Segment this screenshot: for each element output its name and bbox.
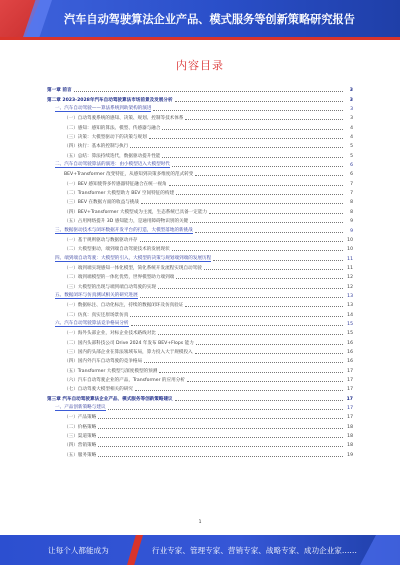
footer-decoration bbox=[127, 535, 143, 565]
toc-entry-page: 5 bbox=[350, 153, 353, 159]
footer-decoration-right bbox=[360, 535, 400, 565]
toc-entry-page: 17 bbox=[347, 387, 353, 393]
toc-entry-text: （二）仿真：真实还原场景仿真 bbox=[64, 312, 129, 318]
toc-entry-page: 4 bbox=[350, 125, 353, 131]
toc-entry[interactable] bbox=[47, 243, 353, 252]
toc-entry[interactable] bbox=[47, 439, 353, 448]
toc-entry-page: 5 bbox=[350, 144, 353, 150]
toc-entry[interactable] bbox=[47, 205, 353, 214]
toc-leader-dots bbox=[172, 166, 343, 167]
toc-entry-text: （五）总结：算法持续迭代，数据驱动提升性能 bbox=[64, 153, 161, 159]
toc-entry[interactable] bbox=[47, 420, 353, 429]
toc-entry[interactable] bbox=[47, 308, 353, 317]
toc-leader-dots bbox=[195, 353, 343, 354]
toc-entry-text: （六）汽车自动驾驶企业的产品，Transformer 的应用分析 bbox=[64, 378, 185, 383]
toc-entry[interactable] bbox=[47, 103, 353, 112]
toc-leader-dots bbox=[144, 362, 343, 363]
toc-entry-page: 12 bbox=[347, 284, 353, 290]
toc-entry-page: 12 bbox=[347, 275, 353, 281]
toc-entry-page: 17 bbox=[347, 406, 353, 412]
header-rule bbox=[0, 37, 400, 40]
toc-entry-page: 8 bbox=[350, 209, 353, 215]
toc-entry-page: 14 bbox=[347, 312, 353, 318]
toc-entry[interactable] bbox=[47, 392, 353, 401]
table-of-contents bbox=[47, 84, 353, 458]
toc-leader-dots bbox=[130, 316, 343, 317]
footer-banner bbox=[0, 535, 400, 565]
toc-entry-page: 3 bbox=[350, 116, 353, 122]
toc-entry-page: 15 bbox=[347, 331, 353, 337]
toc-entry-page: 17 bbox=[347, 368, 353, 374]
toc-entry-text: （二）Transformer 大模型助力 BEV 空间特征的构建 bbox=[64, 191, 175, 197]
toc-leader-dots bbox=[140, 241, 343, 242]
toc-entry-text: （一）基于规则驱动与数据驱动并存 bbox=[64, 237, 138, 243]
toc-leader-dots bbox=[98, 456, 343, 457]
toc-entry[interactable] bbox=[47, 299, 353, 308]
toc-entry-page: 16 bbox=[347, 359, 353, 365]
toc-leader-dots bbox=[175, 101, 343, 102]
toc-entry-text: 六、汽车自动驾驶算法竞争格局分析 bbox=[55, 320, 129, 326]
report-title: 汽车自动驾驶算法企业产品、模式服务等创新策略研究报告 bbox=[64, 13, 355, 26]
toc-entry-page: 3 bbox=[350, 107, 353, 113]
toc-entry-text: （五）Transformer 大模型与深度模型的预测 bbox=[64, 368, 158, 374]
toc-entry[interactable] bbox=[47, 159, 353, 168]
toc-entry[interactable] bbox=[47, 84, 353, 93]
toc-entry-page: 17 bbox=[347, 378, 353, 383]
toc-leader-dots bbox=[158, 334, 343, 335]
toc-entry[interactable] bbox=[47, 336, 353, 345]
toc-leader-dots bbox=[98, 446, 343, 447]
toc-leader-dots bbox=[204, 269, 343, 270]
toc-entry-page: 4 bbox=[350, 135, 353, 141]
toc-entry-page: 16 bbox=[347, 340, 353, 346]
toc-leader-dots bbox=[176, 278, 343, 279]
toc-entry[interactable] bbox=[47, 327, 353, 336]
toc-leader-dots bbox=[130, 147, 343, 148]
toc-entry-text: （一）产品策略 bbox=[64, 415, 97, 421]
toc-entry-text: （四）国内外汽车自动驾驶的竞争格局 bbox=[64, 359, 143, 365]
toc-entry[interactable] bbox=[47, 215, 353, 224]
toc-leader-dots bbox=[195, 175, 343, 176]
toc-entry-text: （二）价格策略 bbox=[64, 424, 97, 430]
toc-entry-text: BEV+Transformer 改变特征，从感知到决策多维度的范式转变 bbox=[64, 172, 194, 178]
toc-entry[interactable] bbox=[47, 187, 353, 196]
toc-entry[interactable] bbox=[47, 112, 353, 121]
toc-entry[interactable] bbox=[47, 355, 353, 364]
toc-leader-dots bbox=[98, 428, 343, 429]
toc-entry[interactable] bbox=[47, 252, 353, 261]
toc-leader-dots bbox=[74, 91, 343, 92]
toc-entry-text: 第二章 2023-2028年汽车自动驾驶算法市场前景及发展分析 bbox=[47, 97, 173, 103]
toc-entry-text: 第三章 汽车自动驾驶算法企业产品、模式服务等创新策略建议 bbox=[47, 396, 173, 402]
toc-entry-text: （七）自动驾驶大模型相关的研究 bbox=[64, 387, 133, 393]
toc-entry-page: 10 bbox=[347, 247, 353, 253]
toc-entry-text: （四）BEV+Transformer 大模型成为主流，生态系统已具备一定能力 bbox=[64, 209, 208, 215]
toc-entry-page: 8 bbox=[350, 200, 353, 206]
toc-leader-dots bbox=[153, 110, 343, 111]
toc-entry-page: 18 bbox=[347, 424, 353, 430]
toc-entry-text: （二）大模型驱动，端到端自动驾驶技术的发展现状 bbox=[64, 247, 170, 253]
toc-leader-dots bbox=[141, 203, 343, 204]
toc-entry-page: 7 bbox=[350, 191, 353, 197]
toc-entry[interactable] bbox=[47, 168, 353, 177]
toc-entry[interactable] bbox=[47, 262, 353, 271]
toc-entry-page: 11 bbox=[347, 256, 353, 262]
toc-entry-text: 一、汽车自动驾驶——算法系统到助架构的演进 bbox=[55, 106, 152, 112]
toc-entry-text: （五）服务策略 bbox=[64, 452, 97, 458]
toc-leader-dots bbox=[213, 260, 343, 261]
toc-leader-dots bbox=[135, 390, 343, 391]
toc-leader-dots bbox=[131, 325, 343, 326]
toc-entry-page: 11 bbox=[347, 265, 353, 271]
toc-entry[interactable] bbox=[47, 196, 353, 205]
toc-entry[interactable] bbox=[47, 290, 353, 299]
toc-entry-text: （三）渠道策略 bbox=[64, 434, 97, 440]
toc-entry-text: 二、汽车自动驾驶算法的演进：由小模型迈入大模型时代 bbox=[55, 162, 170, 168]
toc-leader-dots bbox=[162, 129, 343, 130]
toc-entry[interactable] bbox=[47, 374, 353, 383]
toc-entry-text: （一）自动驾驶系统的感知、决策、规划、控制等技术体系 bbox=[64, 116, 184, 122]
toc-entry-page: 18 bbox=[347, 443, 353, 449]
toc-entry[interactable] bbox=[47, 448, 353, 457]
footer-slogan: 让每个人都能成为 bbox=[48, 546, 109, 555]
toc-entry-text: （三）国内的头部企业在算法领域布局，算力投入大于规模投入 bbox=[64, 349, 193, 355]
toc-entry-text: 第一章 前言 bbox=[47, 88, 72, 94]
toc-leader-dots bbox=[176, 194, 343, 195]
toc-entry-text: （一）端到端实现感知一体化模型，简化系统开发流程实现自动驾驶 bbox=[64, 265, 202, 271]
toc-entry[interactable] bbox=[47, 131, 353, 140]
toc-entry-page: 13 bbox=[347, 303, 353, 309]
toc-entry-text: 一、产品创新策略与建议 bbox=[55, 405, 106, 411]
page-number: 1 bbox=[198, 520, 202, 525]
toc-entry-text: （一）海外头部企业，对标企业技术路线对比 bbox=[64, 331, 156, 337]
toc-leader-dots bbox=[158, 288, 343, 289]
toc-entry-page: 9 bbox=[350, 228, 353, 234]
toc-leader-dots bbox=[98, 437, 343, 438]
toc-entry[interactable] bbox=[47, 140, 353, 149]
toc-leader-dots bbox=[196, 344, 343, 345]
toc-entry[interactable] bbox=[47, 430, 353, 439]
toc-entry-text: （一）BEV 感知使得多传感器特征融合在统一视角 bbox=[64, 181, 167, 187]
toc-entry-text: 三、数据驱动技术与闭环数据开发平台的打造，大模型落地的新挑战 bbox=[55, 227, 193, 233]
toc-leader-dots bbox=[98, 418, 343, 419]
toc-entry-page: 10 bbox=[347, 237, 353, 243]
footer-tagline: 行业专家、管理专家、营销专家、战略专家、成功企业家…… bbox=[152, 546, 358, 555]
toc-entry[interactable] bbox=[47, 402, 353, 411]
toc-entry-text: （三）决策：大模型驱动下的决策与规划 bbox=[64, 135, 147, 141]
toc-entry-page: 3 bbox=[349, 88, 353, 94]
toc-entry-text: （三）BEV 在数据方面的收益与挑战 bbox=[64, 200, 139, 206]
toc-entry-page: 6 bbox=[350, 163, 353, 169]
toc-entry[interactable] bbox=[47, 280, 353, 289]
toc-leader-dots bbox=[195, 232, 343, 233]
toc-leader-dots bbox=[187, 381, 343, 382]
toc-entry-page: 13 bbox=[347, 293, 353, 299]
toc-entry-text: （二）端到端模型的一体化优势，世界模型助力端到端 bbox=[64, 275, 175, 281]
toc-leader-dots bbox=[175, 400, 343, 401]
toc-entry-text: （二）感知：感知的算法、模型、传感器与融合 bbox=[64, 125, 161, 131]
toc-entry-text: 五、数据闭环与仿真测试相关的研究进展 bbox=[55, 292, 138, 298]
toc-entry-page: 19 bbox=[347, 452, 353, 458]
toc-entry-page: 16 bbox=[347, 349, 353, 355]
toc-leader-dots bbox=[190, 222, 343, 223]
toc-leader-dots bbox=[159, 372, 343, 373]
toc-entry[interactable] bbox=[47, 364, 353, 373]
toc-entry[interactable] bbox=[47, 318, 353, 327]
toc-leader-dots bbox=[162, 157, 343, 158]
toc-leader-dots bbox=[140, 297, 343, 298]
toc-entry-page: 17 bbox=[347, 415, 353, 421]
toc-entry[interactable] bbox=[47, 383, 353, 392]
toc-entry-page: 7 bbox=[350, 181, 353, 187]
toc-entry-text: （三）大模型的出现与端到端自动驾驶的实现 bbox=[64, 284, 156, 290]
toc-entry-page: 9 bbox=[350, 219, 353, 225]
toc-entry[interactable] bbox=[47, 411, 353, 420]
toc-entry-page: 6 bbox=[350, 172, 353, 178]
toc-entry-text: （四）执行：基本的控制与执行 bbox=[64, 144, 129, 150]
toc-entry[interactable] bbox=[47, 271, 353, 280]
toc-entry[interactable] bbox=[47, 224, 353, 233]
toc-entry-text: 四、端到端自动驾驶：大模型的引入，大模型的决策与规划端到端的发展历程 bbox=[55, 255, 212, 261]
toc-entry-page: 17 bbox=[346, 396, 353, 402]
toc-entry[interactable] bbox=[47, 346, 353, 355]
toc-leader-dots bbox=[185, 119, 343, 120]
toc-entry-page: 15 bbox=[347, 321, 353, 327]
header-banner bbox=[0, 0, 400, 40]
toc-leader-dots bbox=[149, 138, 343, 139]
toc-entry-page: 18 bbox=[347, 434, 353, 440]
toc-heading: 内容目录 bbox=[176, 59, 224, 72]
toc-entry-page: 3 bbox=[349, 97, 353, 103]
toc-entry-text: （一）数据标注、自动化标注，持续的数据闭环及仿真验证 bbox=[64, 303, 184, 309]
toc-entry-text: （二）国内头部科技公司 Drive 2024 年发布 BEV+Flops 能力 bbox=[64, 340, 194, 346]
toc-entry[interactable] bbox=[47, 234, 353, 243]
toc-entry[interactable] bbox=[47, 177, 353, 186]
toc-leader-dots bbox=[169, 185, 343, 186]
toc-leader-dots bbox=[209, 213, 343, 214]
toc-leader-dots bbox=[172, 250, 343, 251]
toc-entry[interactable] bbox=[47, 93, 353, 102]
toc-entry-text: （四）营销策略 bbox=[64, 443, 97, 449]
toc-entry[interactable] bbox=[47, 149, 353, 158]
toc-entry[interactable] bbox=[47, 121, 353, 130]
toc-leader-dots bbox=[108, 409, 343, 410]
toc-entry-text: （五）占用网络提升 3D 感知能力，是通用障碍物识别的关键 bbox=[64, 219, 189, 225]
toc-leader-dots bbox=[185, 306, 343, 307]
